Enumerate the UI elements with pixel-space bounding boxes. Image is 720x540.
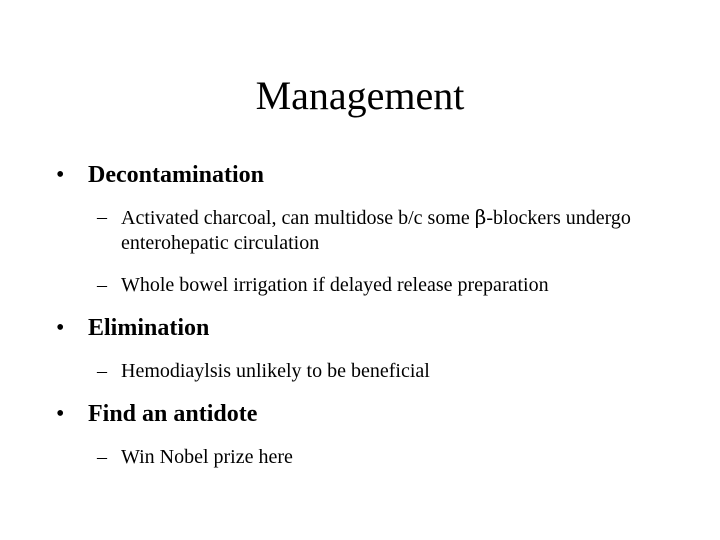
bullet-item-elimination	[56, 313, 209, 343]
sub-item-bowel-irrigation	[97, 273, 677, 298]
sub-item-text: Win Nobel prize here	[121, 446, 293, 468]
bullet-marker: •	[56, 162, 65, 188]
beta-symbol: β	[474, 205, 487, 229]
sub-marker: –	[97, 446, 107, 468]
slide-title: Management	[255, 73, 465, 118]
bullet-marker: •	[56, 315, 65, 341]
bullet-label: Find an antidote	[88, 401, 258, 427]
sub-marker: –	[97, 206, 107, 228]
bullet-marker: •	[56, 401, 65, 427]
sub-text-after: -blockers undergo enterohepatic circulation	[121, 207, 631, 254]
sub-text-before: Activated charcoal, can multidose b/c some	[121, 207, 475, 229]
bullet-label: Elimination	[88, 315, 210, 341]
sub-marker: –	[97, 360, 107, 382]
bullet-label: Decontamination	[88, 162, 264, 188]
sub-item-hemodialysis	[97, 359, 677, 384]
sub-item-text	[121, 205, 661, 256]
sub-item-text: Whole bowel irrigation if delayed release preparation	[121, 274, 549, 296]
sub-marker: –	[97, 274, 107, 296]
sub-item-text: Hemodiaylsis unlikely to be beneficial	[121, 360, 430, 382]
bullet-item-find-antidote	[56, 399, 257, 429]
sub-item-nobel-prize	[97, 445, 677, 470]
sub-item-activated-charcoal	[97, 205, 657, 255]
bullet-item-decontamination	[56, 160, 264, 190]
